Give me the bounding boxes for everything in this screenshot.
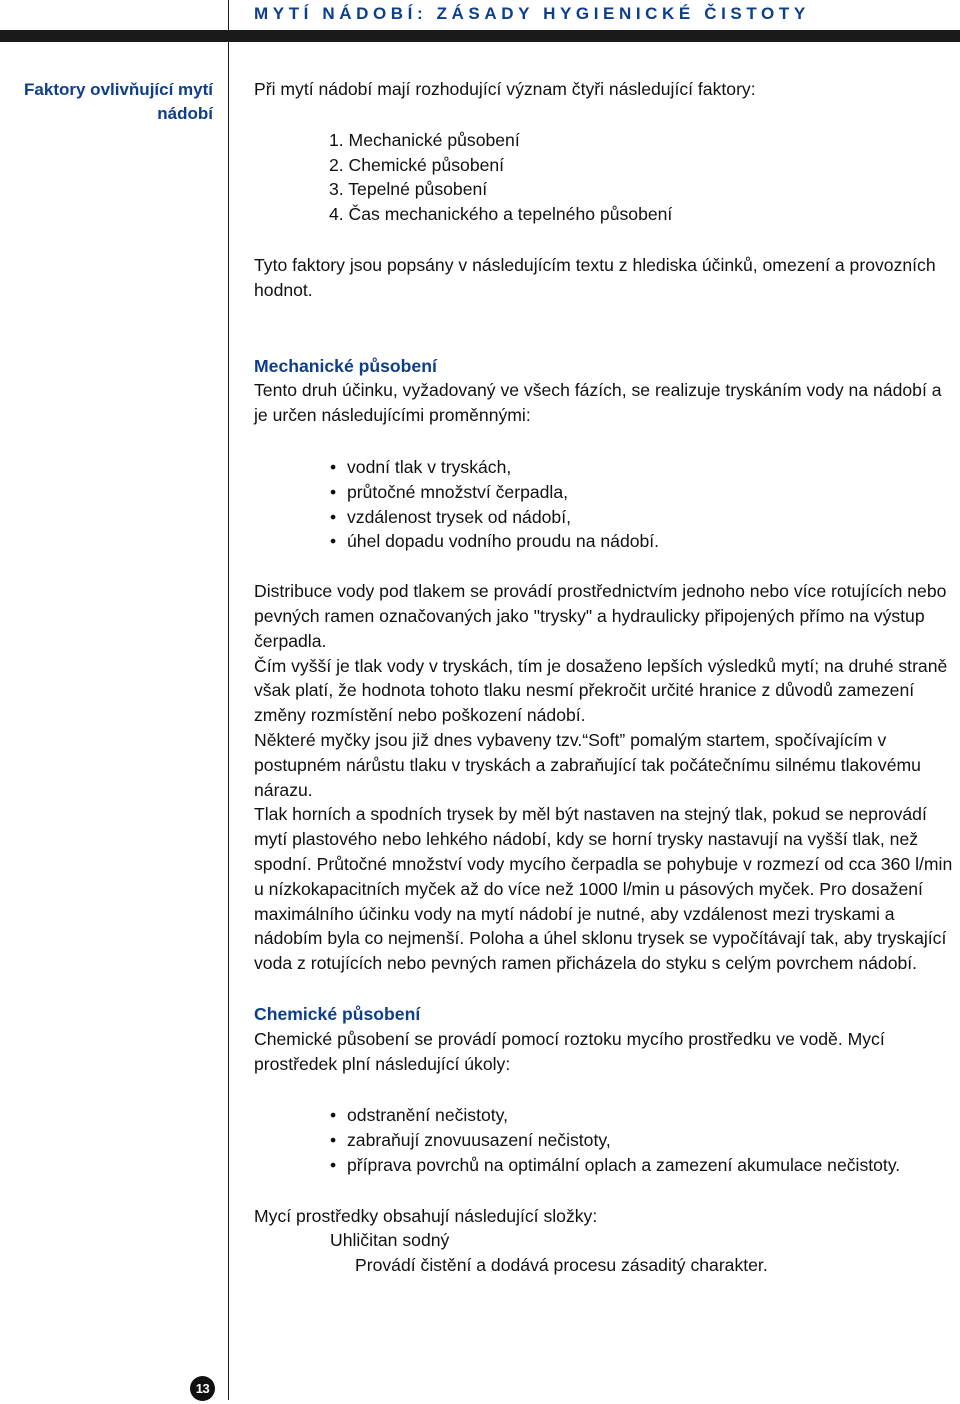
factors-list — [254, 128, 958, 227]
factor-item: 2. Chemické působení — [329, 154, 505, 175]
factor-item: 1. Mechanické působení — [329, 129, 520, 150]
component-description: Provádí čistění a dodává procesu zásaditý charakter. — [355, 1255, 768, 1276]
page-number-badge: 13 — [190, 1376, 215, 1401]
mechanical-intro: Tento druh účinku, vyžadovaný ve všech fázích, se realizuje tryskáním vody na nádobí a je určen následujícími proměnnými: — [254, 380, 942, 426]
chemical-intro: Chemické působení se provádí pomocí roztoku mycího prostředku ve vodě. Mycí prostředek plní následující úkoly: — [254, 1028, 885, 1074]
mechanical-variables-list — [254, 455, 958, 554]
mechanical-paragraph: Distribuce vody pod tlakem se provádí prostřednictvím jednoho nebo více rotujících nebo pevných ramen označovaných jako "trysky" a hydraulicky připojených přímo na výstup čerpadla. — [254, 581, 947, 651]
page-header-title: MYTÍ NÁDOBÍ: ZÁSADY HYGIENICKÉ ČISTOTY — [254, 4, 810, 23]
mechanical-paragraph: Tlak horních a spodních trysek by měl být nastaven na stejný tlak, pokud se neprovádí mytí plastového nebo lehkého nádobí, kdy se horní trysky nastavují na vyšší tlak, než spodní. Průtočné množství vody mycího čerpadla se pohybuje v rozmezí od cca 360 l/min u nízkokapacitních myček až do více než 1000 l/min u pásových myček. Pro dosažení maximálního účinku vody na mytí nádobí je nutné, aby vzdálenost mezi tryskami a nádobím byla co nejmenší. Poloha a úhel sklonu trysek se vypočítávají tak, aby tryskající voda z rotujících nebo pevných ramen přicházela do styku s celým povrchem nádobí. — [254, 804, 953, 974]
sidebar-section-label: Faktory ovlivňující mytí nádobí — [24, 80, 213, 123]
intro-summary: Tyto faktory jsou popsány v následujícím textu z hlediska účinků, omezení a provozních hodnot. — [254, 254, 936, 300]
header-bar — [0, 30, 960, 42]
list-item: • průtočné množství čerpadla, — [254, 480, 958, 505]
intro-lead: Při mytí nádobí mají rozhodující význam čtyři následující faktory: — [254, 79, 756, 99]
components-intro: Mycí prostředky obsahují následující složky: — [254, 1205, 598, 1226]
chemical-heading: Chemické působení — [254, 1003, 421, 1024]
list-item: • odstranění nečistoty, — [254, 1103, 958, 1128]
list-item: • vodní tlak v tryskách, — [254, 455, 958, 480]
list-item: • příprava povrchů na optimální oplach a zamezení akumulace nečistoty. — [254, 1153, 958, 1178]
list-item: • úhel dopadu vodního proudu na nádobí. — [254, 529, 958, 554]
mechanical-paragraph: Některé myčky jsou již dnes vybaveny tzv.“Soft” pomalým startem, spočívajícím v postupném nárůstu tlaku v tryskách a zabraňující tak počátečnímu silnému tlakovému nárazu. — [254, 729, 921, 800]
factor-item: 3. Tepelné působení — [329, 179, 488, 200]
component-name: Uhličitan sodný — [330, 1230, 450, 1251]
list-item: • vzdálenost trysek od nádobí, — [254, 505, 958, 530]
main-content — [254, 77, 958, 1278]
chemical-tasks-list — [254, 1103, 958, 1177]
margin-divider-line — [228, 0, 229, 1400]
factor-item: 4. Čas mechanického a tepelného působení — [329, 204, 673, 225]
list-item: • zabraňují znovuusazení nečistoty, — [254, 1128, 958, 1153]
mechanical-paragraph: Čím vyšší je tlak vody v tryskách, tím je dosaženo lepších výsledků mytí; na druhé straně však platí, že hodnota tohoto tlaku nesmí překročit určité hranice z důvodů zamezení změny rozmístění nebo poškození nádobí. — [254, 655, 948, 726]
mechanical-heading: Mechanické působení — [254, 355, 437, 376]
